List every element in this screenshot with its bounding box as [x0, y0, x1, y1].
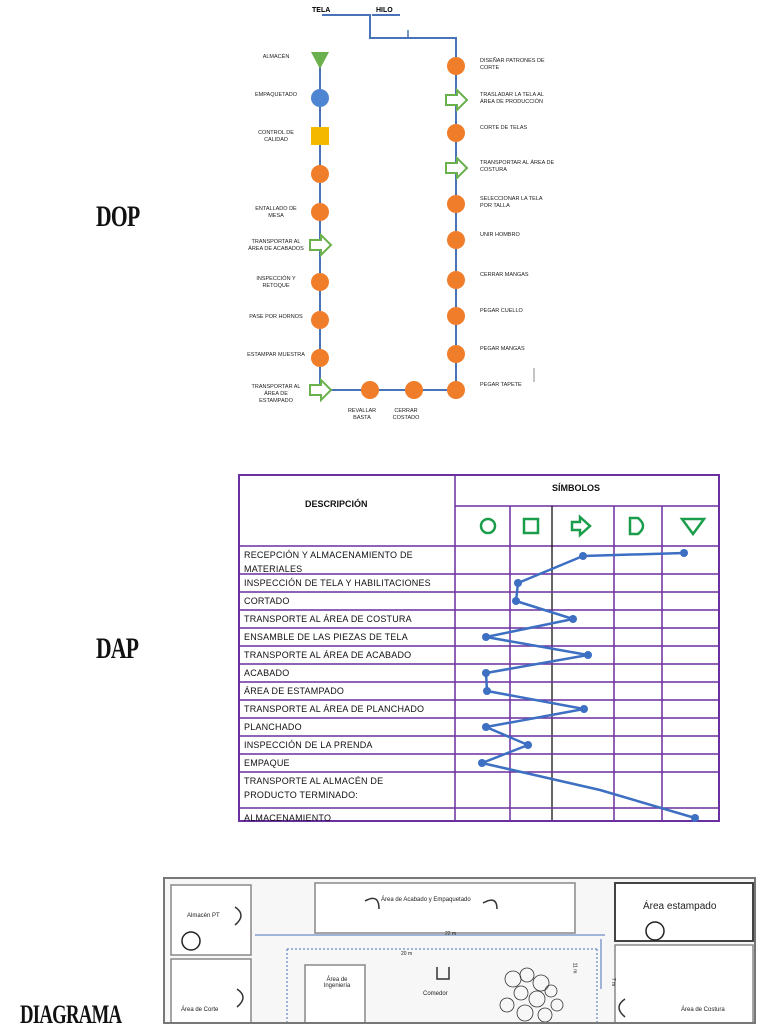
dap-flow-point — [482, 669, 490, 677]
dop-right-symbol-9 — [447, 381, 465, 399]
dap-row-label — [244, 702, 424, 717]
dop-input-tela: TELA — [312, 7, 331, 14]
plan-dim-outer: 22 m — [445, 931, 457, 937]
dap-row-text: INSPECCIÓN DE TELA Y HABILITACIONES — [244, 578, 431, 588]
dap-header-storage-icon — [682, 519, 704, 534]
dap-row-text: TRANSPORTE AL ÁREA DE PLANCHADO — [244, 704, 425, 714]
dap-row-label — [244, 630, 408, 645]
room-acabado — [315, 883, 575, 933]
dop-right-label-8: PEGAR MANGAS — [480, 346, 525, 352]
dop-right-label-7: PEGAR CUELLO — [480, 308, 523, 314]
dop-left-label-2: CONTROL DE CALIDAD — [258, 130, 294, 143]
dop-left-label-8: ESTAMPAR MUESTRA — [247, 352, 305, 358]
dap-row-text: TRANSPORTE AL ÁREA DE COSTURA — [244, 614, 412, 624]
dop-right-symbol-3 — [446, 158, 467, 178]
dop-right-label-2: CORTE DE TELAS — [480, 125, 528, 131]
dop-left-label-4: ENTALLADO DE MESA — [255, 206, 297, 219]
dop-right-symbol-2 — [447, 124, 465, 142]
plan-label: DIAGRAMA — [20, 1000, 122, 1029]
dap-row-label — [244, 548, 413, 576]
dop-right-label-1: TRASLADAR LA TELA AL ÁREA DE PRODUCCIÓN — [480, 92, 544, 105]
dop-bottom-symbol-1 — [405, 381, 423, 399]
dop-left-symbol-0 — [311, 52, 329, 69]
dop-left-symbol-2 — [311, 127, 329, 145]
plan-room-costura: Área de Costura — [681, 1007, 725, 1013]
dop-left-label-7: PASE POR HORNOS — [249, 314, 303, 320]
plan-room-acabado: Área de Acabado y Empaquetado — [381, 897, 471, 903]
dop-right-symbol-8 — [447, 345, 465, 363]
dap-header-operation-icon — [481, 519, 495, 533]
dap-header-symbols: SÍMBOLOS — [552, 483, 601, 493]
dop-diagram — [0, 0, 768, 440]
dop-left-symbol-4 — [311, 203, 329, 221]
dap-flow-point — [482, 633, 490, 641]
dap-flow-point — [584, 651, 592, 659]
dop-right-label-0: DISEÑAR PATRONES DE CORTE — [480, 58, 545, 71]
dop-right-symbol-6 — [447, 271, 465, 289]
dop-right-symbol-1 — [446, 90, 467, 110]
dop-left-symbol-6 — [311, 273, 329, 291]
room-corte — [171, 959, 251, 1024]
dap-row-text: CORTADO — [244, 596, 290, 606]
dop-right-label-4: SELECCIONAR LA TELA POR TALLA — [480, 196, 543, 209]
plan-room-almacen: Almacén PT — [187, 913, 220, 919]
dap-flow-point — [680, 549, 688, 557]
dap-row-label — [244, 720, 302, 735]
dap-flow-point — [524, 741, 532, 749]
dap-row-text: EMPAQUE — [244, 758, 290, 768]
dop-left-symbol-9 — [310, 380, 331, 400]
dop-right-symbol-4 — [447, 195, 465, 213]
dop-right-symbol-5 — [447, 231, 465, 249]
dop-right-label-9: PEGAR TAPETE — [480, 382, 522, 388]
plan-dim-side-b: 7 m — [610, 977, 617, 987]
dap-row-label — [244, 612, 412, 627]
dop-left-symbol-7 — [311, 311, 329, 329]
dap-row-text: RECEPCIÓN Y ALMACENAMIENTO DE — [244, 550, 413, 560]
dop-label: DOP — [96, 200, 140, 233]
dap-header-inspection-icon — [524, 519, 538, 533]
dap-row-text: ENSAMBLE DE LAS PIEZAS DE TELA — [244, 632, 408, 642]
floor-plan — [163, 877, 756, 1024]
plan-room-comedor: Comedor — [423, 991, 448, 997]
plan-room-estampado: Área estampado — [643, 901, 717, 912]
dop-left-symbol-8 — [311, 349, 329, 367]
dop-left-label-5: TRANSPORTAR AL ÁREA DE ACABADOS — [248, 239, 304, 252]
dap-row-label — [244, 594, 290, 609]
dap-header-transport-icon — [572, 517, 590, 535]
plan-room-corte: Área de Corte — [181, 1007, 219, 1013]
dap-row-text: TRANSPORTE AL ALMACÉN DE — [244, 776, 384, 786]
dop-right-symbol-7 — [447, 307, 465, 325]
dop-bottom-label-1: CERRAR COSTADO — [392, 408, 420, 421]
dap-row-label — [244, 810, 331, 827]
dop-bottom-symbol-0 — [361, 381, 379, 399]
dap-row-label — [244, 576, 431, 591]
plan-dim-side-a: 11 m — [571, 962, 578, 974]
dap-row-text: PLANCHADO — [244, 722, 302, 732]
dop-left-label-9: TRANSPORTAR AL ÁREA DE ESTAMPADO — [251, 384, 301, 404]
dop-left-label-6: INSPECCIÓN Y RETOQUE — [256, 276, 296, 289]
dap-flow-point — [478, 759, 486, 767]
dap-flow-point — [691, 814, 699, 822]
dap-row-label — [244, 738, 373, 753]
dap-flow-point — [512, 597, 520, 605]
dap-row-label — [244, 774, 383, 802]
dap-flow-point — [483, 687, 491, 695]
dop-left-symbol-3 — [311, 165, 329, 183]
dap-row-text: INSPECCIÓN DE LA PRENDA — [244, 740, 373, 750]
plan-dim-inner: 20 m — [401, 951, 413, 957]
dap-row-label — [244, 684, 344, 699]
dap-row-label — [244, 666, 289, 681]
pillar-estampado — [646, 922, 664, 940]
dap-flow-point — [579, 552, 587, 560]
dap-row-label — [244, 648, 411, 663]
dap-header-description: DESCRIPCIÓN — [305, 499, 368, 509]
dap-row-text-2: MATERIALES — [244, 564, 303, 574]
dop-left-label-1: EMPAQUETADO — [255, 92, 297, 98]
dap-flow-point — [580, 705, 588, 713]
plants-decoration — [500, 968, 563, 1022]
dop-left-symbol-1 — [311, 89, 329, 107]
door-comedor — [437, 967, 449, 979]
dap-row-text: ACABADO — [244, 668, 290, 678]
dap-label: DAP — [96, 632, 139, 665]
dap-header-delay-icon — [630, 518, 643, 534]
dap-row-label — [244, 756, 290, 771]
dap-row-text: ALMACENAMIENTO — [244, 813, 332, 823]
dap-flow-point — [482, 723, 490, 731]
dap-row-text: TRANSPORTE AL ÁREA DE ACABADO — [244, 650, 412, 660]
flow-line-top — [322, 15, 456, 60]
dop-right-label-6: CERRAR MANGAS — [480, 272, 529, 278]
dap-flow-point — [569, 615, 577, 623]
plan-room-ingenieria: Área de Ingeniería — [323, 977, 351, 989]
dap-row-text-2: PRODUCTO TERMINADO: — [244, 790, 358, 800]
dap-flow-point — [514, 579, 522, 587]
dap-row-text: ÁREA DE ESTAMPADO — [244, 686, 345, 696]
dop-right-label-5: UNIR HOMBRO — [480, 232, 520, 238]
room-estampado — [615, 883, 753, 941]
dop-input-hilo: HILO — [376, 7, 393, 14]
dop-right-symbol-0 — [447, 57, 465, 75]
room-ingenieria — [305, 965, 365, 1024]
dop-left-label-0: ALMACÉN — [262, 54, 290, 60]
dop-left-symbol-5 — [310, 235, 331, 255]
pillar-almacen — [182, 932, 200, 950]
dop-right-label-3: TRANSPORTAR AL ÁREA DE COSTURA — [480, 160, 555, 173]
dop-bottom-label-0: REVALLAR BASTA — [347, 408, 377, 421]
